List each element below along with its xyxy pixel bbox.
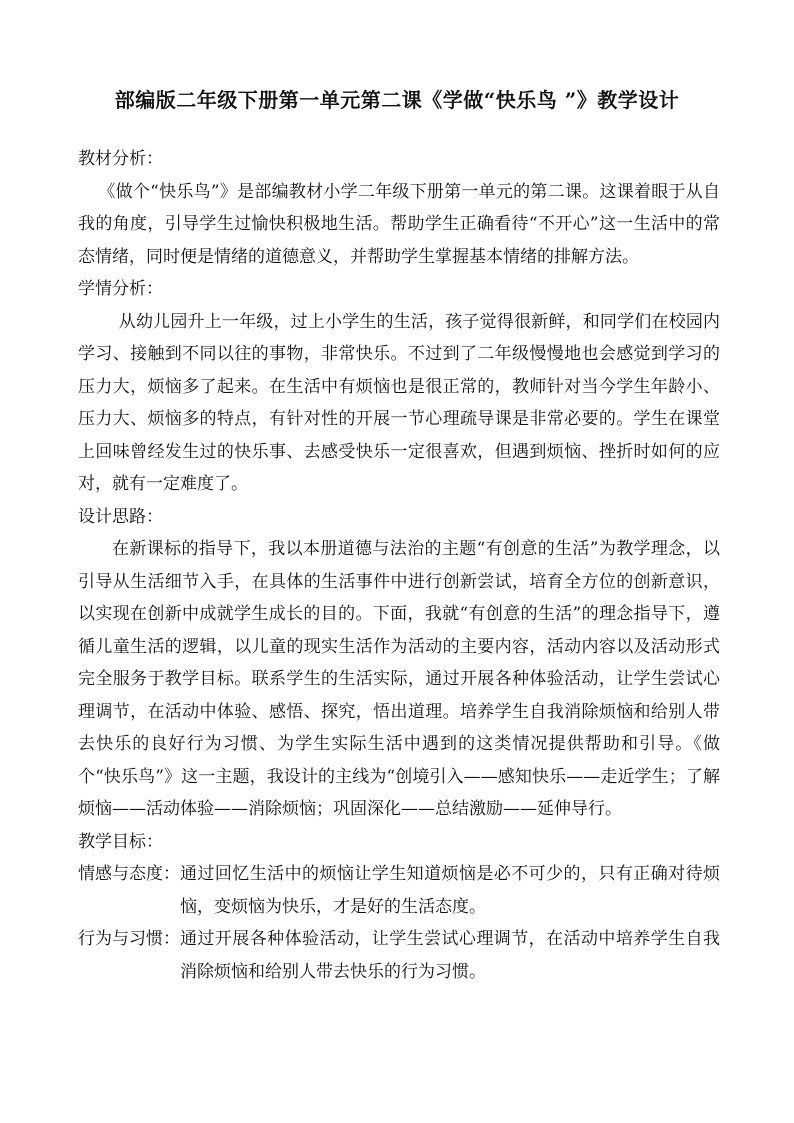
goal-item-emotion-attitude <box>78 858 720 923</box>
paragraph-student-analysis: 从幼儿园升上一年级，过上小学生的生活，孩子觉得很新鲜，和同学们在校园内学习、接触到不同以往的事物，非常快乐。不过到了二年级慢慢地也会感觉到学习的压力大，烦恼多了起来。在生活中有烦恼也是很正常的，教师针对当今学生年龄小、压力大、烦恼多的特点，有针对性的开展一节心理疏导课是非常必要的。学生在课堂上回味曾经发生过的快乐事、去感受快乐一定很喜欢，但遇到烦恼、挫折时如何的应对，就有一定难度了。 <box>78 311 720 494</box>
paragraph-textbook-analysis: 《做个“快乐鸟”》是部编教材小学二年级下册第一单元的第二课。这课着眼于从自我的角度，引导学生过愉快积极地生活。帮助学生正确看待“不开心”这一生活中的常态情绪，同时便是情绪的道德意义，并帮助学生掌握基本情绪的排解方法。 <box>78 181 720 267</box>
document-body <box>78 143 720 988</box>
section-heading-teaching-goals: 教学目标： <box>78 831 163 852</box>
goal-label: 情感与态度： <box>78 864 180 884</box>
goal-item-behavior-habit <box>78 923 720 988</box>
goal-label: 行为与习惯： <box>78 929 180 949</box>
goal-text: 通过开展各种体验活动，让学生尝试心理调节，在活动中培养学生自我消除烦恼和给别人带去快乐的行为习惯。 <box>180 929 720 982</box>
goal-text: 通过回忆生活中的烦恼让学生知道烦恼是必不可少的，只有正确对待烦恼，变烦恼为快乐，才是好的生活态度。 <box>180 864 720 917</box>
section-heading-textbook-analysis: 教材分析： <box>78 149 163 169</box>
section-heading-student-analysis: 学情分析： <box>78 279 163 299</box>
paragraph-design-idea: 在新课标的指导下，我以本册道德与法治的主题“有创意的生活”为教学理念，以引导从生活细节入手，在具体的生活事件中进行创新尝试，培育全方位的创新意识，以实现在创新中成就学生成长的目的。下面，我就“有创意的生活”的理念指导下，遵循儿童生活的逻辑，以儿童的现实生活作为活动的主要内容，活动内容以及活动形式完全服务于教学目标。联系学生的生活实际，通过开展各种体验活动，让学生尝试心理调节，在活动中体验、感悟、探究，悟出道理。培养学生自我消除烦恼和给别人带去快乐的良好行为习惯、为学生实际生活中遇到的这类情况提供帮助和引导。《做个“快乐鸟”》这一主题，我设计的主线为“创境引入——感知快乐——走近学生；了解烦恼——活动体验——消除烦恼；巩固深化——总结激励——延伸导行。 <box>78 539 720 819</box>
document-title: 部编版二年级下册第一单元第二课《学做“快乐鸟 ”》教学设计 <box>114 88 680 112</box>
section-heading-design-idea: 设计思路： <box>78 506 163 527</box>
